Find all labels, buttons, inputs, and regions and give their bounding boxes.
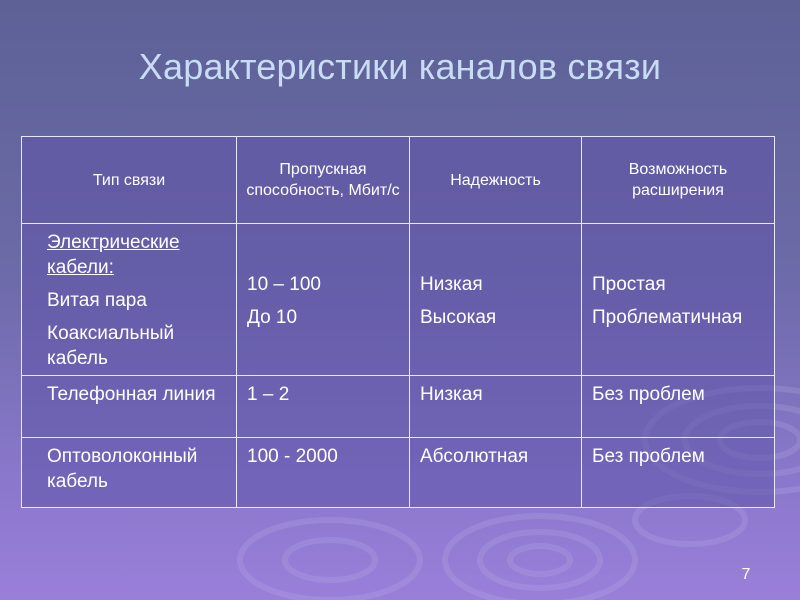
cell-bandwidth: 1 – 2: [237, 376, 410, 438]
cell-expansion: [582, 224, 775, 376]
cell-type: Оптоволоконный кабель: [22, 438, 237, 508]
channels-table: [21, 136, 775, 508]
header-reliability: Надежность: [410, 137, 582, 224]
header-type: Тип связи: [22, 137, 237, 224]
reliability-value: Низкая: [420, 273, 483, 295]
type-item: Витая пара: [47, 290, 147, 311]
cell-reliability: [410, 224, 582, 376]
expansion-value: Простая: [592, 273, 666, 295]
cell-reliability: Низкая: [410, 376, 582, 438]
cell-bandwidth: [237, 224, 410, 376]
bandwidth-value: 10 – 100: [247, 273, 321, 295]
slide-number: 7: [741, 566, 751, 583]
cell-reliability: Абсолютная: [410, 438, 582, 508]
type-heading: Электрические кабели:: [47, 232, 180, 278]
slide-title: Характеристики каналов связи: [138, 46, 662, 87]
expansion-value: Проблематичная: [592, 306, 743, 328]
table-row: [22, 224, 775, 376]
table-header-row: [22, 137, 775, 224]
cell-expansion: Без проблем: [582, 438, 775, 508]
table-row: [22, 438, 775, 508]
type-item: Коаксиальный кабель: [47, 323, 175, 369]
header-bandwidth: Пропускная способность, Мбит/с: [237, 137, 410, 224]
cell-bandwidth: 100 - 2000: [237, 438, 410, 508]
reliability-value: Высокая: [420, 306, 497, 328]
cell-type: Телефонная линия: [22, 376, 237, 438]
header-expansion: Возможность расширения: [582, 137, 775, 224]
cell-type: [22, 224, 237, 376]
cell-expansion: Без проблем: [582, 376, 775, 438]
bandwidth-value: До 10: [247, 306, 298, 328]
table-row: [22, 376, 775, 438]
